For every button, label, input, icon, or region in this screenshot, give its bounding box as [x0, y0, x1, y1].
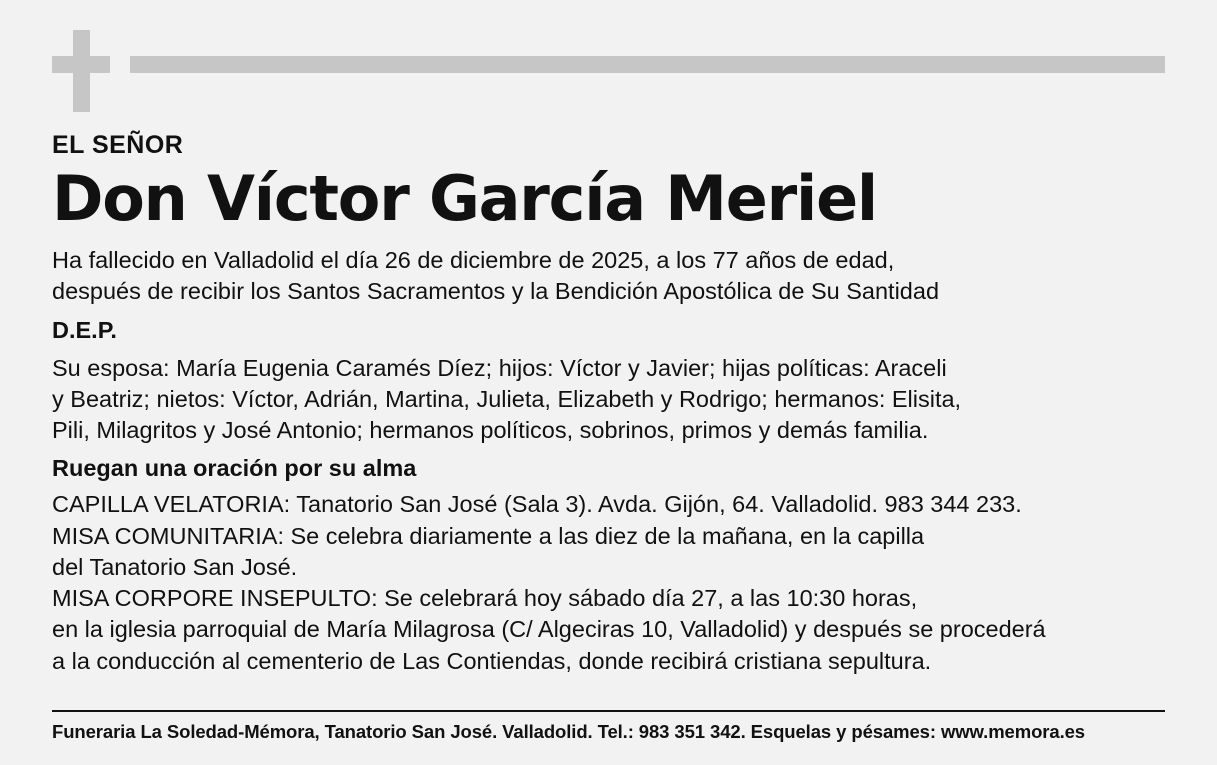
service-line: MISA COMUNITARIA: Se celebra diariamente a las diez de la mañana, en la capilla — [52, 522, 925, 549]
cross-horizontal-bar — [52, 56, 110, 73]
honorific-eyebrow: EL SEÑOR — [52, 131, 184, 159]
header-ornament-band — [0, 0, 1217, 120]
service-line: del Tanatorio San José. — [52, 553, 298, 580]
dep-abbreviation: D.E.P. — [52, 316, 117, 343]
service-line: en la iglesia parroquial de María Milagrosa (C/ Algeciras 10, Valladolid) y después se procederá — [52, 616, 1046, 643]
deceased-name: Don Víctor García Meriel — [52, 162, 877, 235]
service-line: a la conducción al cementerio de Las Contiendas, donde recibirá cristiana sepultura. — [52, 647, 932, 674]
death-notice — [52, 245, 1167, 308]
death-notice-line: después de recibir los Santos Sacramentos y la Bendición Apostólica de Su Santidad — [52, 278, 940, 305]
cross-icon — [52, 30, 110, 112]
header-rule — [130, 56, 1165, 73]
prayer-request: Ruegan una oración por su alma — [52, 455, 417, 482]
family-list-line: Su esposa: María Eugenia Caramés Díez; hijos: Víctor y Javier; hijas políticas: Araceli — [52, 354, 947, 381]
service-line: MISA CORPORE INSEPULTO: Se celebrará hoy sábado día 27, a las 10:30 horas, — [52, 585, 918, 612]
notice-content — [52, 130, 1167, 686]
death-notice-line: Ha fallecido en Valladolid el día 26 de diciembre de 2025, a los 77 años de edad, — [52, 247, 895, 274]
family-list-line: Pili, Milagritos y José Antonio; hermanos políticos, sobrinos, primos y demás familia. — [52, 417, 929, 444]
service-line: CAPILLA VELATORIA: Tanatorio San José (Sala 3). Avda. Gijón, 64. Valladolid. 983 344 233. — [52, 491, 1022, 518]
family-list — [52, 353, 1167, 447]
funeral-home-footer: Funeraria La Soledad-Mémora, Tanatorio San José. Valladolid. Tel.: 983 351 342. Esquelas y pésames: www.memora.es — [52, 710, 1165, 743]
service-details — [52, 489, 1167, 677]
family-list-line: y Beatriz; nietos: Víctor, Adrián, Martina, Julieta, Elizabeth y Rodrigo; hermanos: Elisita, — [52, 385, 962, 412]
